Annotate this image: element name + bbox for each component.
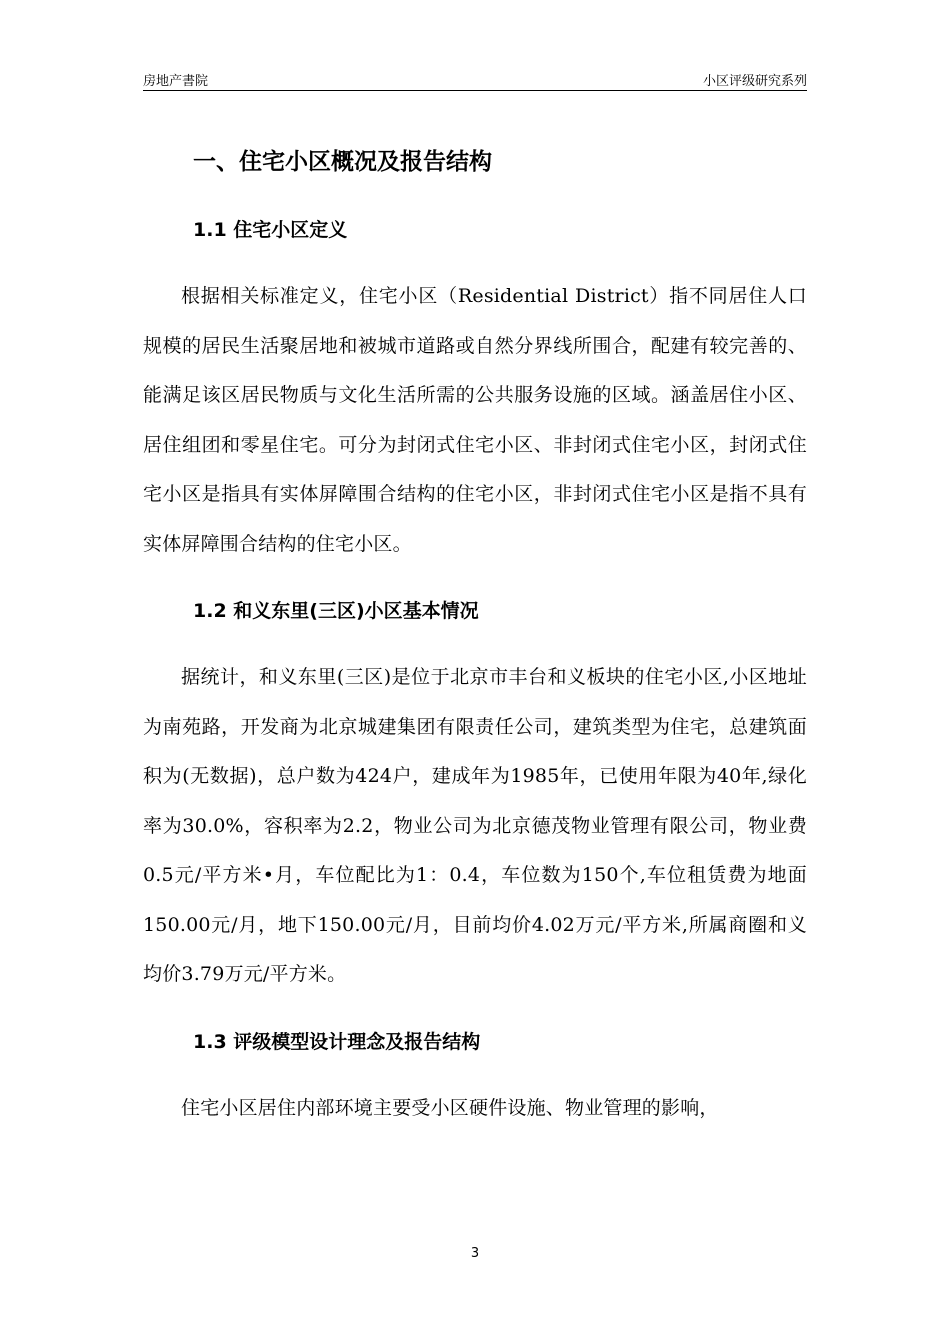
page-number: 3 [470, 1246, 480, 1261]
paragraph-model-design: 住宅小区居住内部环境主要受小区硬件设施、物业管理的影响， [181, 1096, 719, 1119]
paragraph-basic-info: 据统计，和义东里(三区)是位于北京市丰台和义板块的住宅小区,小区地址为南苑路，开发商为北京城建集团有限责任公司，建筑类型为住宅，总建筑面积为(无数据)，总户数为424户，建成年为1985年，已使用年限为40年,绿化率为30.0%，容积率为2.2，物业公司为北京德茂物业管理有限公司，物业费0.5元/平方米•月，车位配比为1：0.4，车位数为150个,车位租赁费为地面150.00元/月，地下150.00元/月，目前均价4.02万元/平方米,所属商圈和义均价3.79万元/平方米。 [143, 666, 807, 985]
subsection-heading-1-2: 1.2 和义东里(三区)小区基本情况 [193, 600, 479, 622]
document-body [143, 140, 807, 1133]
subsection-heading-1-1: 1.1 住宅小区定义 [193, 219, 348, 241]
paragraph-definition: 根据相关标准定义，住宅小区（Residential District）指不同居住人口规模的居民生活聚居地和被城市道路或自然分界线所围合，配建有较完善的、能满足该区居民物质与文化生活所需的公共服务设施的区域。涵盖居住小区、居住组团和零星住宅。可分为封闭式住宅小区、非封闭式住宅小区，封闭式住宅小区是指具有实体屏障围合结构的住宅小区，非封闭式住宅小区是指不具有实体屏障围合结构的住宅小区。 [143, 285, 807, 555]
page-header [143, 68, 807, 91]
section-title: 一、住宅小区概况及报告结构 [193, 149, 492, 175]
subsection-heading-1-3: 1.3 评级模型设计理念及报告结构 [193, 1030, 481, 1053]
header-series-title: 小区评级研究系列 [702, 74, 807, 89]
header-publisher: 房地产書院 [143, 74, 209, 89]
